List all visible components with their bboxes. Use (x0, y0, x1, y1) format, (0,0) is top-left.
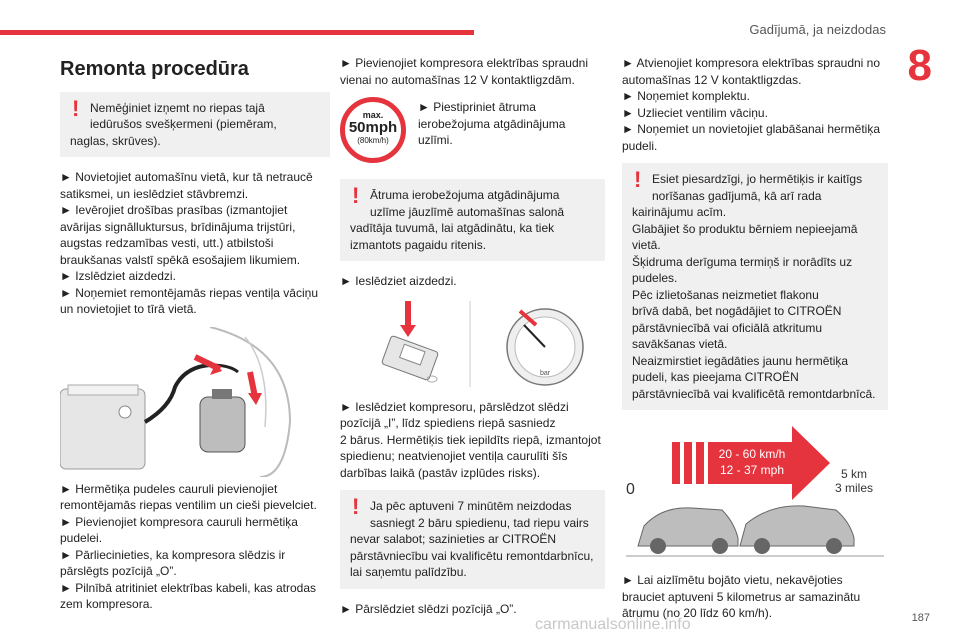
column-1 (60, 55, 330, 622)
warning-line: naglas, skrūves). (70, 133, 161, 148)
text-line: satiksmei, un ieslēdziet stāvbremzi. (60, 186, 249, 201)
warning-line: pārstāvniecībā vai kvalificētā remontdarbnīcā. (632, 386, 876, 401)
warning-line: vadītāja tuvumā, lai atgādinātu, ka tiek (350, 221, 555, 235)
sticker-instruction (418, 99, 578, 149)
warning-line: lai saņemtu palīdzību. (350, 565, 467, 579)
warning-box (622, 163, 888, 410)
text-line: ► Pārliecinieties, ka kompresora slēdzis ir (60, 547, 286, 562)
warning-line: iedūrušos svešķermeni (piemēram, (90, 117, 277, 131)
text-line: braukšanas valstī spēkā esošajiem likumiem. (60, 252, 301, 267)
instruction: ► Pārslēdziet slēdzi pozīcijā „O”. (340, 601, 517, 616)
page-title: Remonta procedūra (60, 58, 249, 80)
instructions (60, 481, 330, 613)
warning-line: kairinājumu acīm. (632, 205, 727, 219)
text-line: ► Izslēdziet aizdedzi. (60, 269, 176, 283)
warning-icon: ! (634, 167, 642, 192)
header-bar (0, 30, 474, 35)
text-line: vienai no automašīnas 12 V kontaktligzdām. (340, 72, 575, 87)
instructions (60, 169, 330, 318)
switch-gauge-illustration (340, 299, 605, 389)
warning-line: vietā. (632, 238, 661, 252)
speed-range-mph: 12 - 37 mph (719, 463, 785, 477)
text-line: ► Uzlieciet ventilim vāciņu. (622, 105, 768, 120)
text-line: darbības laikā (pastāv izplūdes risks). (340, 465, 541, 480)
warning-box (60, 92, 330, 158)
speed-limit-sign (340, 97, 406, 163)
speed-sticker-row (340, 97, 605, 169)
warning-box (340, 179, 605, 261)
sign-speed: 50mph (348, 119, 398, 136)
warning-line: pudeles. (632, 271, 678, 285)
text-line: ► Lai aizlīmētu bojāto vietu, nekavējoties (622, 573, 843, 587)
driving-speed-illustration (622, 426, 888, 566)
text-line: ► Noņemiet remontējamās riepas ventiļa vāciņu (60, 285, 318, 300)
sign-kmh: (80km/h) (357, 136, 389, 145)
sign-max: max. (362, 110, 384, 120)
watermark: carmanualsonline.info (535, 616, 691, 633)
text-line: ► Noņemiet un novietojiet glabāšanai hermētiķa (622, 122, 881, 136)
warning-line: Nemēģiniet izņemt no riepas tajā (90, 100, 265, 115)
text-line: spiedienu; neatvienojiet ventiļa caurulīti šīs (340, 449, 568, 463)
column-2 (340, 55, 605, 626)
warning-line: Glabājiet šo produktu bērniem nepieejamā (632, 221, 858, 236)
speed-range-kmh: 20 - 60 km/h (718, 447, 786, 461)
page-number: 187 (911, 612, 930, 624)
text-line: ierobežojuma atgādinājuma (418, 116, 566, 131)
warning-line: Ātruma ierobežojuma atgādinājuma (370, 188, 560, 202)
warning-line: savākšanas vietā. (632, 337, 728, 351)
text-line: ► Ieslēdziet kompresoru, pārslēdzot slēdzi (340, 399, 569, 414)
text-line: pudelei. (60, 531, 103, 545)
instructions (340, 399, 605, 482)
distance-km: 5 km (840, 467, 868, 481)
text-line: augstas redzamības vesti, utt.) atbilstoši (60, 236, 274, 250)
text-line: ► Noņemiet komplektu. (622, 89, 750, 103)
instructions (622, 572, 888, 622)
chapter-number: 8 (907, 41, 932, 90)
warning-line: nevar salabot; sazinieties ar CITROËN (350, 532, 557, 546)
text-line: uzlīmi. (418, 133, 453, 147)
text-line: pudeli. (622, 138, 658, 153)
text-line: pārslēgts pozīcijā „O”. (60, 564, 177, 578)
instruction: ► Ieslēdziet aizdedzi. (340, 274, 457, 288)
text-line: ► Pievienojiet kompresora cauruli hermētiķa (60, 514, 298, 529)
text-line: ► Hermētiķa pudeles cauruli pievienojiet (60, 481, 278, 496)
warning-icon: ! (352, 494, 360, 519)
warning-line: Esiet piesardzīgi, jo hermētiķis ir kaitīgs (652, 172, 863, 186)
warning-icon: ! (72, 95, 80, 121)
warning-line: brīvā dabā, bet nogādājiet to CITROËN (632, 304, 842, 318)
compressor-illustration (60, 327, 330, 477)
instructions (622, 55, 888, 154)
text-line: avārijas signālluktursus, brīdinājuma trijstūri, (60, 219, 296, 234)
instructions (340, 55, 605, 88)
warning-line: Neaizmirstiet iegādāties jaunu hermētiķa (632, 353, 849, 368)
text-line: automašīnas 12 V kontaktligzdas. (622, 72, 802, 87)
text-line: zem kompresora. (60, 597, 153, 611)
warning-line: Ja pēc aptuveni 7 minūtēm neizdodas (370, 499, 572, 513)
warning-line: pārstāvniecību vai kvalificētu remontdarbnīcu, (350, 548, 594, 563)
warning-line: Šķidruma derīguma termiņš ir norādīts uz (632, 254, 853, 269)
warning-line: izmantots pagaidu ritenis. (350, 237, 487, 252)
distance-miles: 3 miles (834, 481, 874, 495)
warning-line: pudeli, kas pieejama CITROËN (632, 370, 799, 384)
text-line: ► Ievērojiet drošības prasības (izmantojiet (60, 203, 288, 217)
text-line: ► Pilnībā atritiniet elektrības kabeli, kas atrodas (60, 580, 317, 595)
warning-line: uzlīme jāuzlīmē automašīnas salonā (370, 204, 565, 219)
warning-box (340, 490, 605, 589)
text-line: 2 bārus. Hermētiķis tiek iepildīts riepā, izmantojot (340, 432, 601, 447)
gauge-unit-label: bar (540, 369, 551, 377)
text-line: brauciet aptuveni 5 kilometrus ar samazinātu (622, 589, 861, 604)
text-line: remontējamās riepas ventilim un cieši pievelciet. (60, 498, 317, 512)
text-line: ► Novietojiet automašīnu vietā, kur tā netraucē (60, 170, 313, 184)
warning-line: norīšanas gadījumā, kā arī rada (652, 188, 822, 203)
warning-icon: ! (352, 183, 360, 208)
text-line: ► Atvienojiet kompresora elektrības spraudni no (622, 56, 881, 70)
section-title: Gadījumā, ja neizdodas (749, 22, 886, 37)
warning-line: pārstāvniecībā vai oficiālā atkritumu (632, 320, 823, 335)
text-line: pozīcijā „I”, līdz spiediens riepā sasniedz (340, 416, 556, 430)
text-line: ► Pievienojiet kompresora elektrības spraudni (340, 56, 588, 70)
warning-line: Pēc izlietošanas neizmetiet flakonu (632, 287, 819, 302)
text-line: ātrumu (no 20 līdz 60 km/h). (622, 606, 773, 620)
column-3 (622, 55, 888, 631)
distance-start-label: 0 (626, 481, 635, 498)
text-line: un novietojiet to tīrā vietā. (60, 302, 197, 316)
warning-line: sasniegt 2 bāru spiedienu, tad riepu vairs (370, 515, 589, 530)
text-line: ► Piestipriniet ātruma (418, 100, 536, 114)
